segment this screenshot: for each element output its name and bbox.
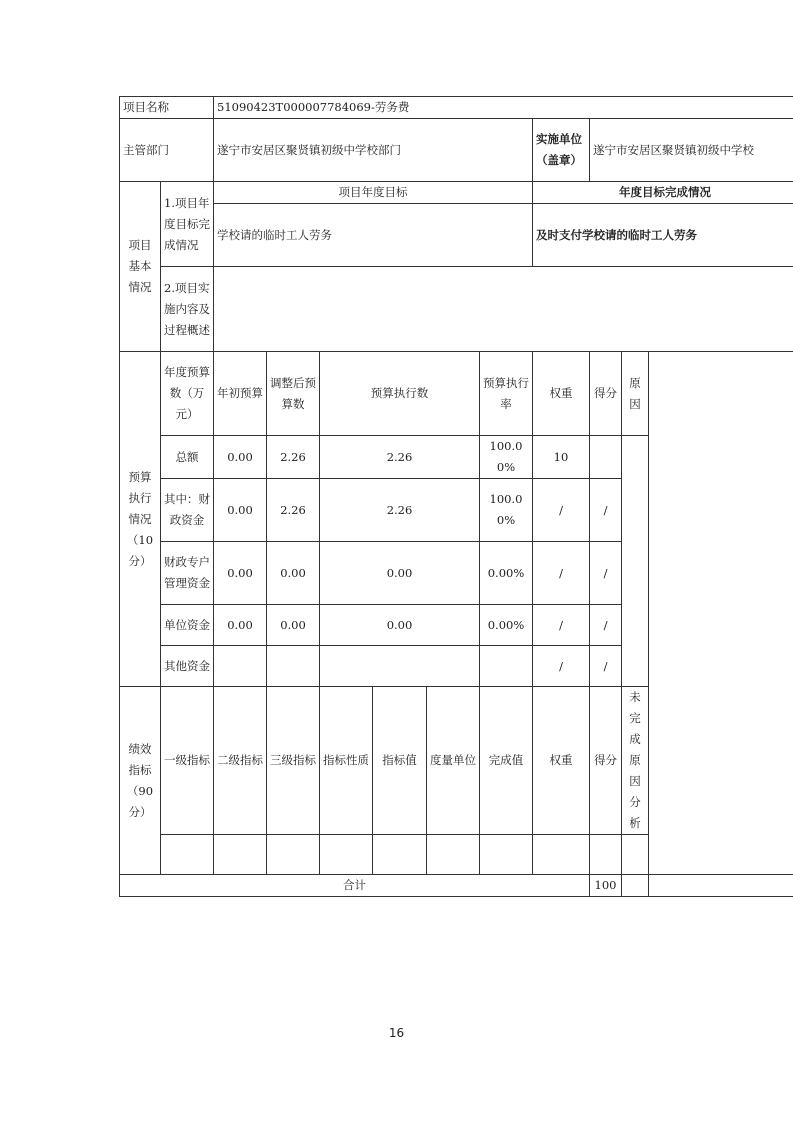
budget-row-weight: 10 xyxy=(533,436,590,479)
budget-row-label: 总额 xyxy=(161,436,214,479)
budget-row-executed: 0.00 xyxy=(320,542,480,605)
basic-section-label: 项目基本情况 xyxy=(120,182,161,352)
budget-header-executed: 预算执行数 xyxy=(320,352,480,436)
budget-row-rate: 0.00% xyxy=(480,542,533,605)
impl-unit-label: 实施单位（盖章） xyxy=(533,119,590,182)
perf-cell xyxy=(214,835,267,875)
evaluation-table xyxy=(119,96,793,897)
goal-done-header: 年度目标完成情况 xyxy=(533,182,793,204)
budget-row-rate xyxy=(480,646,533,687)
budget-row-score: / xyxy=(590,479,622,542)
budget-header-rate: 预算执行率 xyxy=(480,352,533,436)
budget-row-score: / xyxy=(590,605,622,646)
project-name-label: 项目名称 xyxy=(120,97,214,119)
budget-row-initial: 0.00 xyxy=(214,436,267,479)
budget-row-score: / xyxy=(590,542,622,605)
perf-header-value: 指标值 xyxy=(373,687,427,835)
perf-header-weight: 权重 xyxy=(533,687,590,835)
total-note xyxy=(649,875,793,897)
table-row xyxy=(120,436,793,479)
budget-row-initial: 0.00 xyxy=(214,542,267,605)
process-label: 2.项目实施内容及过程概述 xyxy=(161,267,214,352)
budget-section-label: 预算执行情况（10分） xyxy=(120,352,161,687)
total-weight: 100 xyxy=(590,875,622,897)
budget-header-weight: 权重 xyxy=(533,352,590,436)
perf-header-analysis: 未完成原因分析 xyxy=(622,687,649,835)
budget-row-label: 财政专户管理资金 xyxy=(161,542,214,605)
goal-header: 项目年度目标 xyxy=(214,182,533,204)
process-text xyxy=(214,267,793,352)
budget-header-score: 得分 xyxy=(590,352,622,436)
budget-row-weight: / xyxy=(533,479,590,542)
table-row xyxy=(120,605,793,646)
budget-row-executed: 2.26 xyxy=(320,479,480,542)
dept-value: 遂宁市安居区聚贤镇初级中学校部门 xyxy=(214,119,533,182)
perf-header-level3: 三级指标 xyxy=(267,687,320,835)
budget-row-rate: 100.00% xyxy=(480,436,533,479)
goal-label: 1.项目年度目标完成情况 xyxy=(161,182,214,267)
table-row xyxy=(120,835,793,875)
budget-row-rate: 0.00% xyxy=(480,605,533,646)
budget-row-initial xyxy=(214,646,267,687)
table-row xyxy=(120,479,793,542)
perf-cell xyxy=(373,835,427,875)
impl-unit-value: 遂宁市安居区聚贤镇初级中学校 xyxy=(590,119,793,182)
goal-text: 学校请的临时工人劳务 xyxy=(214,204,533,267)
budget-header-reason: 原因 xyxy=(622,352,649,436)
budget-row-initial: 0.00 xyxy=(214,605,267,646)
perf-header-unit: 度量单位 xyxy=(427,687,480,835)
budget-row-adjusted xyxy=(267,646,320,687)
perf-cell xyxy=(533,835,590,875)
budget-row-score xyxy=(590,436,622,479)
perf-cell xyxy=(480,835,533,875)
budget-row-weight: / xyxy=(533,646,590,687)
perf-header-completed: 完成值 xyxy=(480,687,533,835)
budget-row-executed: 0.00 xyxy=(320,605,480,646)
budget-row-label: 单位资金 xyxy=(161,605,214,646)
perf-cell xyxy=(427,835,480,875)
budget-header-annual: 年度预算数（万元） xyxy=(161,352,214,436)
budget-reason-text xyxy=(622,436,649,687)
total-label: 合计 xyxy=(120,875,590,897)
perf-cell xyxy=(622,835,649,875)
project-name-value: 51090423T000007784069-劳务费 xyxy=(214,97,793,119)
perf-cell xyxy=(267,835,320,875)
budget-row-label: 其他资金 xyxy=(161,646,214,687)
perf-header-level1: 一级指标 xyxy=(161,687,214,835)
budget-row-adjusted: 2.26 xyxy=(267,479,320,542)
budget-row-label: 其中：财政资金 xyxy=(161,479,214,542)
budget-row-weight: / xyxy=(533,542,590,605)
budget-row-adjusted: 0.00 xyxy=(267,542,320,605)
goal-done-text: 及时支付学校请的临时工人劳务 xyxy=(533,204,793,267)
dept-label: 主管部门 xyxy=(120,119,214,182)
perf-header-score: 得分 xyxy=(590,687,622,835)
budget-row-executed: 2.26 xyxy=(320,436,480,479)
budget-header-initial: 年初预算 xyxy=(214,352,267,436)
perf-header-level2: 二级指标 xyxy=(214,687,267,835)
table-row xyxy=(120,646,793,687)
performance-section-label: 绩效指标（90分） xyxy=(120,687,161,875)
budget-row-weight: / xyxy=(533,605,590,646)
perf-cell xyxy=(161,835,214,875)
budget-row-rate: 100.00% xyxy=(480,479,533,542)
table-row xyxy=(120,542,793,605)
perf-header-nature: 指标性质 xyxy=(320,687,373,835)
budget-row-score: / xyxy=(590,646,622,687)
budget-row-adjusted: 0.00 xyxy=(267,605,320,646)
page-number: 16 xyxy=(388,1026,405,1040)
perf-cell xyxy=(590,835,622,875)
perf-cell xyxy=(320,835,373,875)
budget-row-executed xyxy=(320,646,480,687)
budget-row-initial: 0.00 xyxy=(214,479,267,542)
budget-row-adjusted: 2.26 xyxy=(267,436,320,479)
total-score xyxy=(622,875,649,897)
budget-header-adjusted: 调整后预算数 xyxy=(267,352,320,436)
